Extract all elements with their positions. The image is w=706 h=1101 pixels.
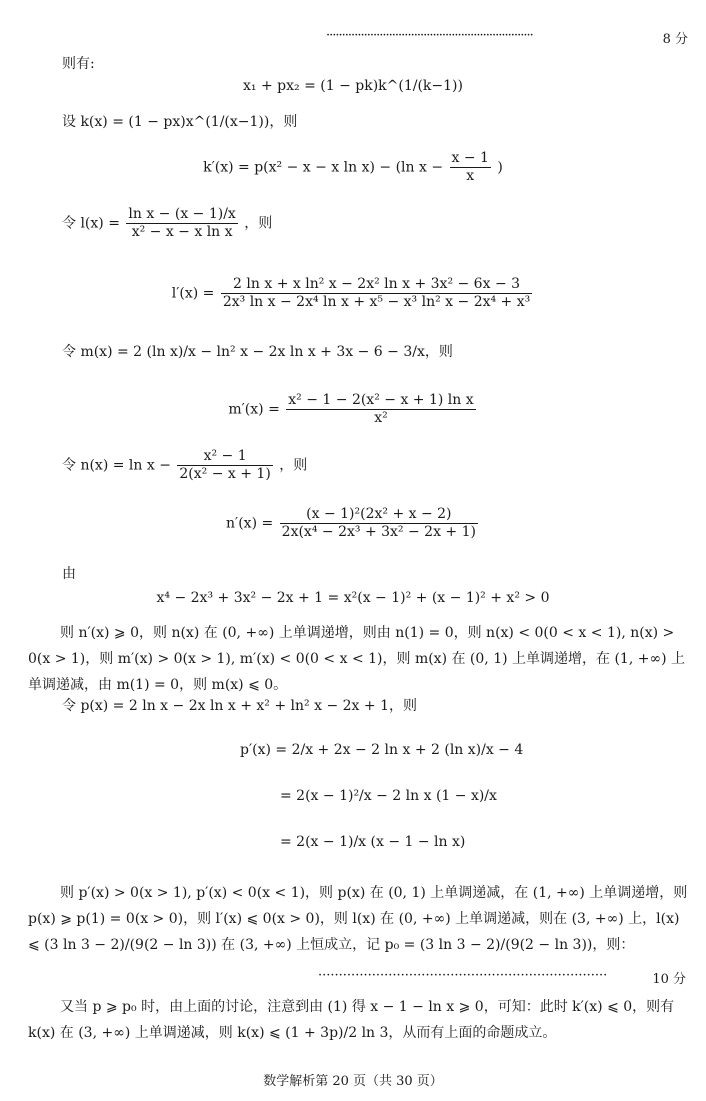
score-label: 10 分 — [652, 972, 686, 987]
eq3-numerator: 2 ln x + x ln² x − 2x² ln x + 3x² − 6x − 3 — [221, 276, 532, 294]
l03-fraction — [126, 206, 237, 241]
l03-numerator: ln x − (x − 1)/x — [128, 206, 236, 222]
eq2-left: k′(x) = p(x² − x − x ln x) − (ln x − — [203, 159, 444, 176]
equation-2 — [0, 150, 706, 185]
text-line-define-l — [62, 206, 272, 241]
eq5-fraction — [280, 506, 478, 541]
equation-3 — [0, 276, 706, 311]
text-line-define-n — [62, 448, 307, 483]
eq4-left: m′(x) = — [228, 401, 280, 418]
eq5-left: n′(x) = — [226, 515, 274, 532]
l03-denominator: x² − x − x ln x — [131, 223, 233, 240]
equation-6: x⁴ − 2x³ + 3x² − 2x + 1 = x²(x − 1)² + (x − 1)² + x² > 0 — [156, 590, 550, 606]
leader-dots: ·································································· — [326, 28, 533, 43]
eq3-fraction — [221, 276, 532, 311]
equation-7c: = 2(x − 1)/x (x − 1 − ln x) — [280, 834, 466, 850]
text-line-define-k: 设 k(x) = (1 − px)x^(1/(x−1))，则 — [62, 114, 298, 130]
equation-7a: p′(x) = 2/x + 2x − 2 ln x + 2 (ln x)/x − 4 — [240, 742, 524, 758]
l05-numerator: x² − 1 — [177, 448, 272, 466]
eq2-numerator: x − 1 — [451, 150, 489, 166]
score-marker-mid — [318, 968, 686, 987]
page-footer: 数学解析第 20 页（共 30 页） — [263, 1074, 443, 1089]
text-line-define-p: 令 p(x) = 2 ln x − 2x ln x + x² + ln² x − 2x + 1，则 — [62, 698, 417, 714]
paragraph-monotonicity-p-l: 则 p′(x) > 0(x > 1), p′(x) < 0(x < 1)，则 p(x) 在 (0, 1) 上单调递减，在 (1, +∞) 上单调递增，则 p(x) ⩾ p(1) = 0(x > 0)，则 l′(x) ⩽ 0(x > 0)，则 l(x) 在 (0, +∞) 上单调递减，则在 (3, +∞) 上，l(x) ⩽ (3 ln 3 − 2)/(9(2 − ln 3)) 在 (3, +∞) 上恒成立，记 p₀ = (3 ln 3 − 2)/(9(2 − ln 3))，则： — [28, 885, 688, 953]
paragraph-conclusion: 又当 p ⩾ p₀ 时，由上面的讨论，注意到由 (1) 得 x − 1 − ln x ⩾ 0，可知：此时 k′(x) ⩽ 0，则有 k(x) 在 (3, +∞) 上单调递减，则 k(x) ⩽ (1 + 3p)/2 ln 3，从而有上面的命题成立。 — [28, 999, 675, 1041]
equation-1: x₁ + px₂ = (1 − pk)k^(1/(k−1)) — [243, 78, 463, 94]
eq4-numerator: x² − 1 − 2(x² − x + 1) ln x — [288, 392, 474, 408]
equation-5 — [0, 506, 706, 541]
text-line-by: 由 — [62, 566, 76, 582]
score-label: 8 分 — [662, 32, 688, 47]
eq2-denominator: x — [466, 167, 475, 184]
leader-dots: ······································································ — [318, 968, 608, 983]
eq4-denominator: x² — [374, 409, 388, 426]
eq2-right: ) — [497, 159, 503, 176]
text-line-then: 则有: — [62, 56, 95, 72]
eq3-denominator: 2x³ ln x − 2x⁴ ln x + x⁵ − x³ ln² x − 2x⁴ + x³ — [222, 293, 531, 310]
l03-suffix: ，则 — [244, 215, 273, 232]
paragraph-monotonicity-n-m: 则 n′(x) ⩾ 0，则 n(x) 在 (0, +∞) 上单调递增，则由 n(1) = 0，则 n(x) < 0(0 < x < 1), n(x) > 0(x > 1)，则 m′(x) > 0(x > 1), m′(x) < 0(0 < x < 1)，则 m(x) 在 (0, 1) 上单调递增，在 (1, +∞) 上单调递减，由 m(1) = 0，则 m(x) ⩽ 0。 — [28, 625, 686, 693]
l05-denominator: 2(x² − x + 1) — [179, 465, 271, 482]
l05-fraction — [177, 448, 272, 483]
l05-prefix: 令 n(x) = ln x − — [62, 457, 171, 474]
l05-suffix: ，则 — [279, 457, 308, 474]
score-marker-top — [326, 28, 688, 47]
equation-7b: = 2(x − 1)²/x − 2 ln x (1 − x)/x — [280, 788, 497, 804]
equation-4 — [0, 392, 706, 427]
eq5-numerator: (x − 1)²(2x² + x − 2) — [280, 506, 478, 524]
l03-prefix: 令 l(x) = — [62, 215, 120, 232]
eq3-left: l′(x) = — [171, 285, 215, 302]
eq2-fraction — [450, 150, 491, 185]
text-line-define-m: 令 m(x) = 2 (ln x)/x − ln² x − 2x ln x + 3x − 6 − 3/x，则 — [62, 344, 453, 360]
eq5-denominator: 2x(x⁴ − 2x³ + 3x² − 2x + 1) — [281, 523, 476, 540]
eq4-fraction — [286, 392, 475, 427]
